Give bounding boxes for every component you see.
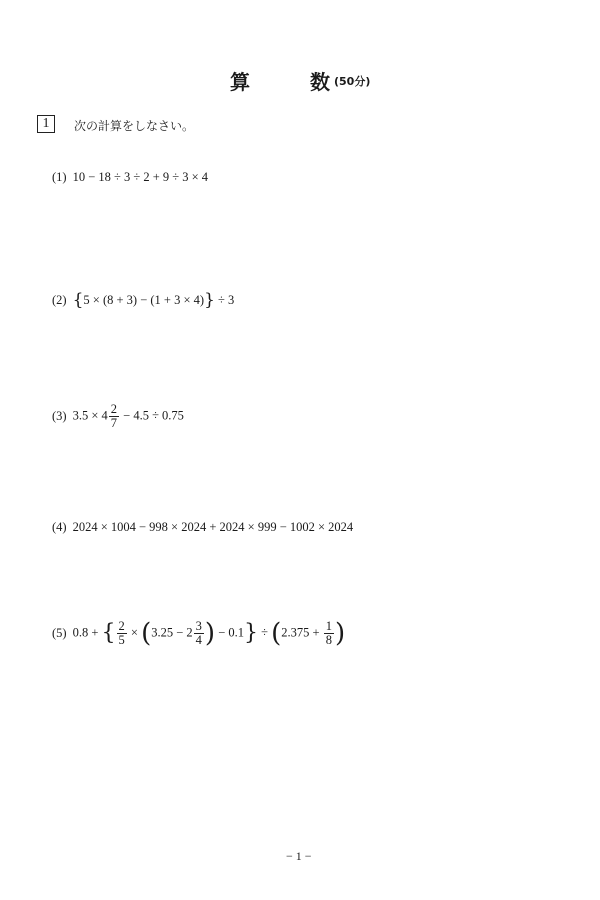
problem-5-paren2-close: ) [334, 618, 346, 649]
problem-5-b: 2.375 + [281, 625, 320, 640]
problem-5-fraction-2 [194, 620, 204, 647]
problem-5-brace-close: } [244, 620, 259, 646]
title-char-2: 数 [310, 70, 330, 94]
problem-3-part2: − 4.5 ÷ 0.75 [120, 408, 184, 423]
problem-5-times: × [130, 625, 138, 640]
problem-5-f3-denominator: 8 [325, 633, 332, 648]
problem-5-paren-close: ) [204, 618, 216, 649]
problem-4 [52, 520, 353, 535]
problem-2-brace-open: { [72, 290, 84, 310]
problem-2-brace-close: } [204, 290, 215, 310]
title-char-1: 算 [230, 70, 250, 94]
problem-4-expression: 2024 × 1004 − 998 × 2024 + 2024 × 999 − 1002 × 2024 [72, 520, 354, 534]
problem-3 [52, 403, 184, 430]
question-instruction: 次の計算をしなさい。 [74, 119, 195, 133]
problem-5-f3-numerator: 1 [325, 619, 332, 633]
problem-3-frac-numerator: 2 [110, 402, 118, 416]
problem-5-div: ÷ [261, 625, 269, 640]
problem-5-fraction-1 [117, 620, 127, 647]
problem-5-f2-numerator: 3 [195, 619, 202, 633]
problem-2-label: (2) [52, 293, 67, 307]
problem-2-inner: 5 × (8 + 3) − (1 + 3 × 4) [83, 293, 205, 307]
problem-5 [52, 620, 345, 647]
problem-5-f2-denominator: 4 [195, 633, 202, 648]
problem-5-paren2-open: ( [271, 618, 282, 649]
problem-5-f1-denominator: 5 [118, 633, 125, 648]
problem-3-part1: 3.5 × 4 [72, 408, 108, 423]
problem-5-minus: − 0.1 [218, 625, 245, 640]
problem-1-expression: 10 − 18 ÷ 3 ÷ 2 + 9 ÷ 3 × 4 [72, 170, 209, 184]
question-number-box: 1 [37, 115, 55, 133]
problem-5-paren-open: ( [141, 618, 152, 649]
problem-5-fraction-3 [324, 620, 334, 647]
problem-5-lead: 0.8 + [72, 625, 99, 640]
problem-5-brace-open: { [101, 620, 116, 646]
problem-5-a: 3.25 − 2 [151, 625, 193, 640]
problem-3-fraction [109, 403, 119, 430]
problem-5-f1-numerator: 2 [118, 619, 125, 633]
problem-3-frac-denominator: 7 [110, 416, 118, 431]
page-number: − 1 − [286, 849, 312, 863]
problem-4-label: (4) [52, 520, 67, 534]
problem-5-label: (5) [52, 625, 67, 640]
problem-3-label: (3) [52, 408, 67, 423]
problem-1 [52, 170, 208, 185]
problem-2-tail: ÷ 3 [214, 293, 235, 307]
problem-2 [52, 290, 234, 310]
time-limit: (50分) [334, 75, 371, 88]
problem-1-label: (1) [52, 170, 67, 184]
